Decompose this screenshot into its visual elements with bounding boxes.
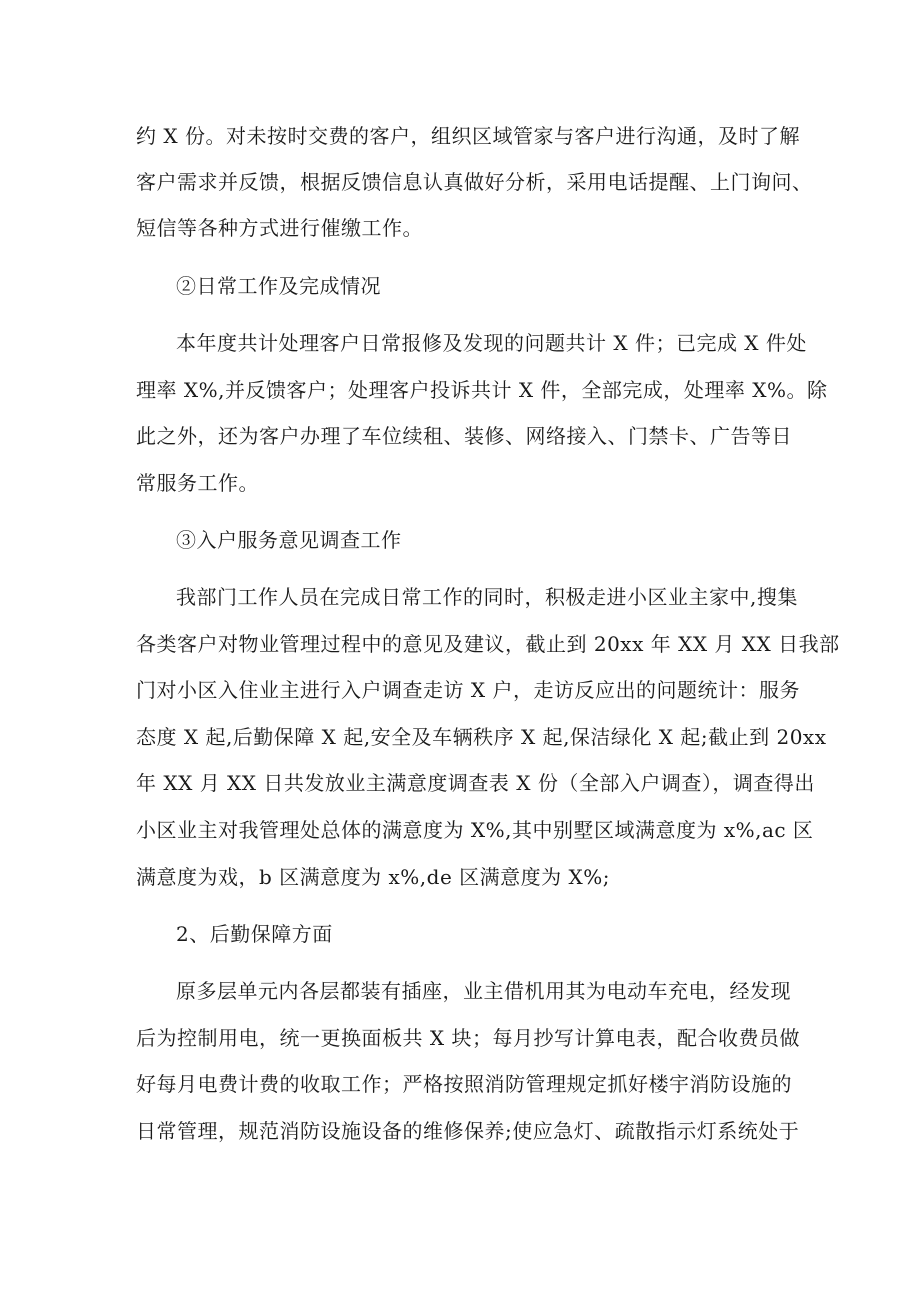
section-heading: 2、后勤保障方面 [176,922,333,946]
section-heading: ③入户服务意见调查工作 [176,528,402,552]
body-text-line: 约 X 份。对未按时交费的客户，组织区域管家与客户进行沟通，及时了解 [136,124,800,148]
section-heading: ②日常工作及完成情况 [176,274,381,298]
body-text-line: 短信等各种方式进行催缴工作。 [136,216,423,240]
body-text-line: 满意度为戏，b 区满意度为 x%,de 区满意度为 X%; [136,865,610,889]
paragraph-first-line: 原多层单元内各层都装有插座，业主借机用其为电动车充电，经发现 [176,979,791,1003]
body-text-line: 常服务工作。 [136,471,259,495]
body-text-line: 态度 X 起,后勤保障 X 起,安全及车辆秩序 X 起,保洁绿化 X 起;截止到 20xx [136,725,827,749]
body-text-line: 日常管理，规范消防设施设备的维修保养;使应急灯、疏散指示灯系统处于 [136,1119,800,1143]
body-text-line: 后为控制用电，统一更换面板共 X 块；每月抄写计算电表，配合收费员做 [136,1026,800,1050]
body-text-line: 小区业主对我管理处总体的满意度为 X%,其中别墅区域满意度为 x%,ac 区 [136,818,814,842]
body-text-line: 年 XX 月 XX 日共发放业主满意度调查表 X 份（全部入户调查），调查得出 [136,771,815,795]
body-text-line: 各类客户对物业管理过程中的意见及建议，截止到 20xx 年 XX 月 XX 日我部 [136,632,840,656]
body-text-line: 此之外，还为客户办理了车位续租、装修、网络接入、门禁卡、广告等日 [136,424,792,448]
body-text-line: 门对小区入住业主进行入户调查走访 X 户，走访反应出的问题统计：服务 [136,678,800,702]
paragraph-first-line: 本年度共计处理客户日常报修及发现的问题共计 X 件；已完成 X 件处 [176,331,807,355]
body-text-line: 理率 X%,并反馈客户；处理客户投诉共计 X 件，全部完成，处理率 X%。除 [136,378,828,402]
body-text-line: 好每月电费计费的收取工作；严格按照消防管理规定抓好楼宇消防设施的 [136,1072,792,1096]
paragraph-first-line: 我部门工作人员在完成日常工作的同时，积极走进小区业主家中,搜集 [176,585,798,609]
body-text-line: 客户需求并反馈，根据反馈信息认真做好分析，采用电话提醒、上门询问、 [136,170,813,194]
